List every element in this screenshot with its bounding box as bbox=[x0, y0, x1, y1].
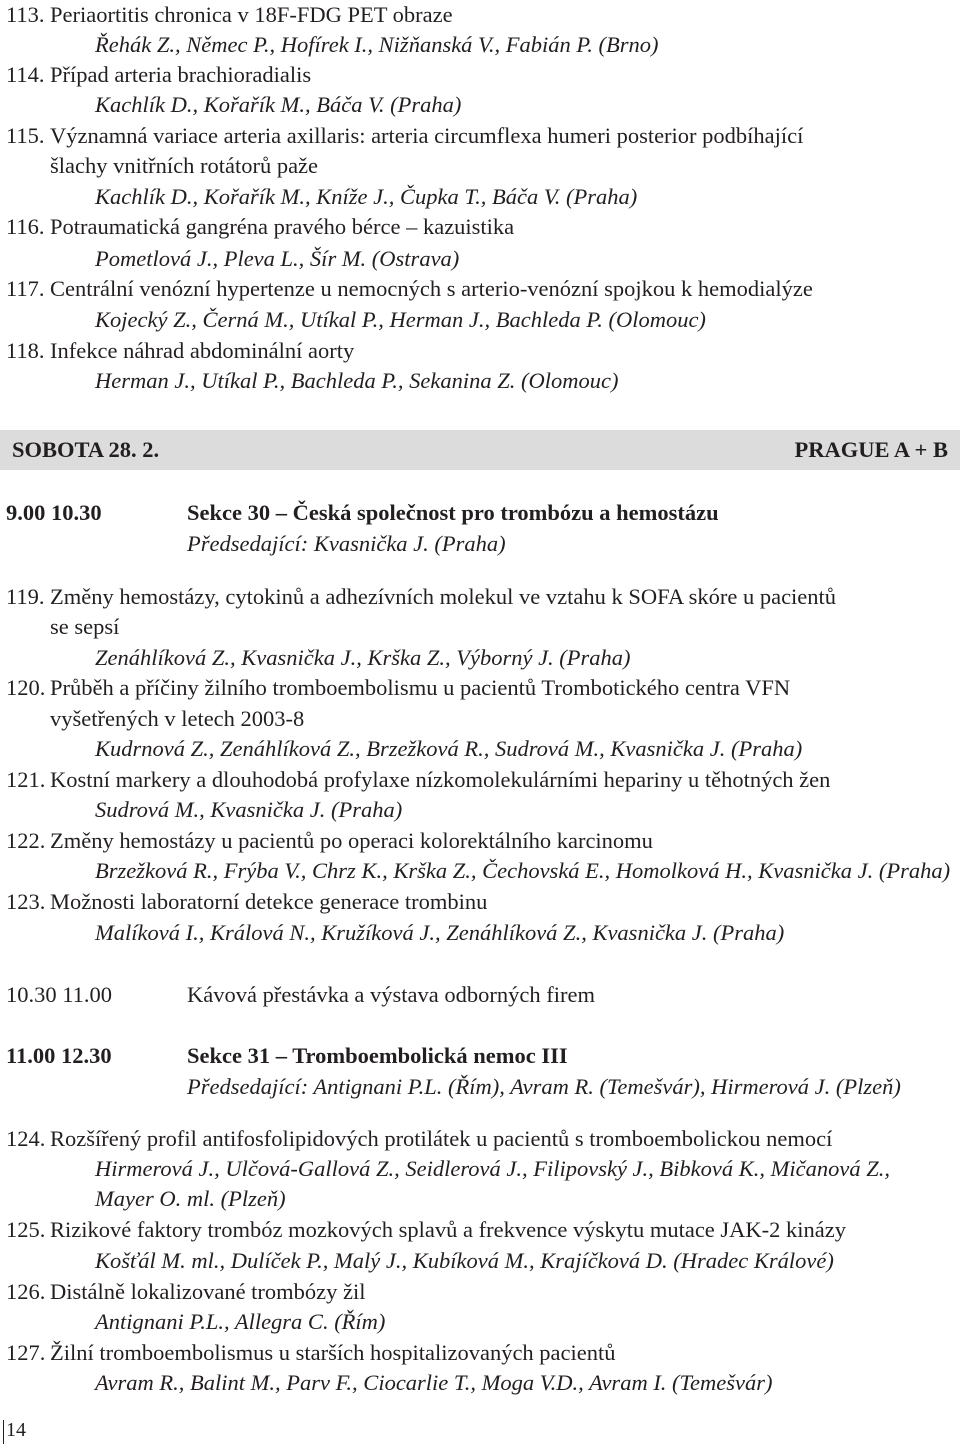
day-label: SOBOTA 28. 2. bbox=[12, 437, 160, 462]
item-119-authors: Zenáhlíková Z., Kvasnička J., Krška Z., Výborný J. (Praha) bbox=[95, 645, 631, 670]
day-header-bar bbox=[0, 430, 960, 470]
item-118-authors: Herman J., Utíkal P., Bachleda P., Sekanina Z. (Olomouc) bbox=[95, 368, 619, 393]
item-126-title: 126. Distálně lokalizované trombózy žil bbox=[6, 1279, 366, 1304]
item-119-title-cont: se sepsí bbox=[50, 614, 120, 639]
item-116-title: 116. Potraumatická gangréna pravého bérce – kazuistika bbox=[6, 214, 515, 239]
item-115-title-cont: šlachy vnitřních rotátorů paže bbox=[50, 153, 319, 178]
item-120-title: 120. Průběh a příčiny žilního tromboembolismu u pacientů Trombotického centra VFN bbox=[6, 675, 791, 700]
item-116-authors: Pometlová J., Pleva L., Šír M. (Ostrava) bbox=[95, 246, 460, 271]
session-30-chair: Předsedající: Kvasnička J. (Praha) bbox=[187, 531, 506, 556]
session-31-chair: Předsedající: Antignani P.L. (Řím), Avram R. (Temešvár), Hirmerová J. (Plzeň) bbox=[187, 1074, 901, 1099]
item-125-authors: Košťál M. ml., Dulíček P., Malý J., Kubíková M., Krajíčková D. (Hradec Králové) bbox=[95, 1248, 834, 1273]
item-122-authors: Brzežková R., Frýba V., Chrz K., Krška Z., Čechovská E., Homolková H., Kvasnička J. (Praha) bbox=[95, 858, 951, 883]
item-127-authors: Avram R., Balint M., Parv F., Ciocarlie T., Moga V.D., Avram I. (Temešvár) bbox=[95, 1370, 773, 1395]
item-124-authors: Hirmerová J., Ulčová-Gallová Z., Seidlerová J., Filipovský J., Bibková K., Mičanová Z., bbox=[95, 1156, 891, 1181]
item-122-title: 122. Změny hemostázy u pacientů po operaci kolorektálního karcinomu bbox=[6, 828, 653, 853]
item-117-authors: Kojecký Z., Černá M., Utíkal P., Herman J., Bachleda P. (Olomouc) bbox=[95, 307, 706, 332]
item-125-title: 125. Rizikové faktory trombóz mozkových splavů a frekvence výskytu mutace JAK-2 kinázy bbox=[6, 1217, 847, 1242]
page-number: 14 bbox=[6, 1419, 26, 1441]
item-114-authors: Kachlík D., Kořařík M., Báča V. (Praha) bbox=[95, 92, 462, 117]
item-119-title: 119. Změny hemostázy, cytokinů a adhezívních molekul ve vztahu k SOFA skóre u pacientů bbox=[6, 584, 837, 609]
item-114-title: 114. Případ arteria brachioradialis bbox=[6, 62, 312, 87]
item-121-authors: Sudrová M., Kvasnička J. (Praha) bbox=[95, 797, 403, 822]
page-number-rule bbox=[3, 1420, 4, 1444]
item-113-title: 113. Periaortitis chronica v 18F-FDG PET obraze bbox=[6, 2, 453, 27]
break-time: 10.30 11.00 bbox=[6, 982, 113, 1007]
item-120-authors: Kudrnová Z., Zenáhlíková Z., Brzežková R., Sudrová M., Kvasnička J. (Praha) bbox=[95, 736, 803, 761]
session-31-title: Sekce 31 – Tromboembolická nemoc III bbox=[187, 1043, 568, 1068]
item-123-title: 123. Možnosti laboratorní detekce generace trombinu bbox=[6, 889, 488, 914]
item-118-title: 118. Infekce náhrad abdominální aorty bbox=[6, 338, 355, 363]
item-123-authors: Malíková I., Králová N., Kružíková J., Zenáhlíková Z., Kvasnička J. (Praha) bbox=[95, 920, 785, 945]
session-30-time: 9.00 10.30 bbox=[6, 500, 102, 525]
session-31-time: 11.00 12.30 bbox=[6, 1043, 112, 1068]
venue-label: PRAGUE A + B bbox=[794, 437, 948, 462]
item-120-title-cont: vyšetřených v letech 2003-8 bbox=[50, 706, 305, 731]
item-115-title: 115. Významná variace arteria axillaris: arteria circumflexa humeri posterior podbíhající bbox=[6, 123, 804, 148]
break-title: Kávová přestávka a výstava odborných firem bbox=[187, 982, 595, 1007]
item-126-authors: Antignani P.L., Allegra C. (Řím) bbox=[95, 1309, 386, 1334]
item-115-authors: Kachlík D., Kořařík M., Kníže J., Čupka T., Báča V. (Praha) bbox=[95, 184, 638, 209]
item-121-title: 121. Kostní markery a dlouhodobá profylaxe nízkomolekulárními hepariny u těhotných žen bbox=[6, 767, 831, 792]
item-113-authors: Řehák Z., Němec P., Hofírek I., Nižňanská V., Fabián P. (Brno) bbox=[95, 32, 659, 57]
session-30-title: Sekce 30 – Česká společnost pro trombózu a hemostázu bbox=[187, 500, 719, 525]
item-127-title: 127. Žilní tromboembolismus u starších hospitalizovaných pacientů bbox=[6, 1340, 616, 1365]
item-124-title: 124. Rozšířený profil antifosfolipidových protilátek u pacientů s tromboembolickou nemocí bbox=[6, 1126, 833, 1151]
item-124-authors-cont: Mayer O. ml. (Plzeň) bbox=[95, 1186, 286, 1211]
item-117-title: 117. Centrální venózní hypertenze u nemocných s arterio-venózní spojkou k hemodialýze bbox=[6, 276, 813, 301]
